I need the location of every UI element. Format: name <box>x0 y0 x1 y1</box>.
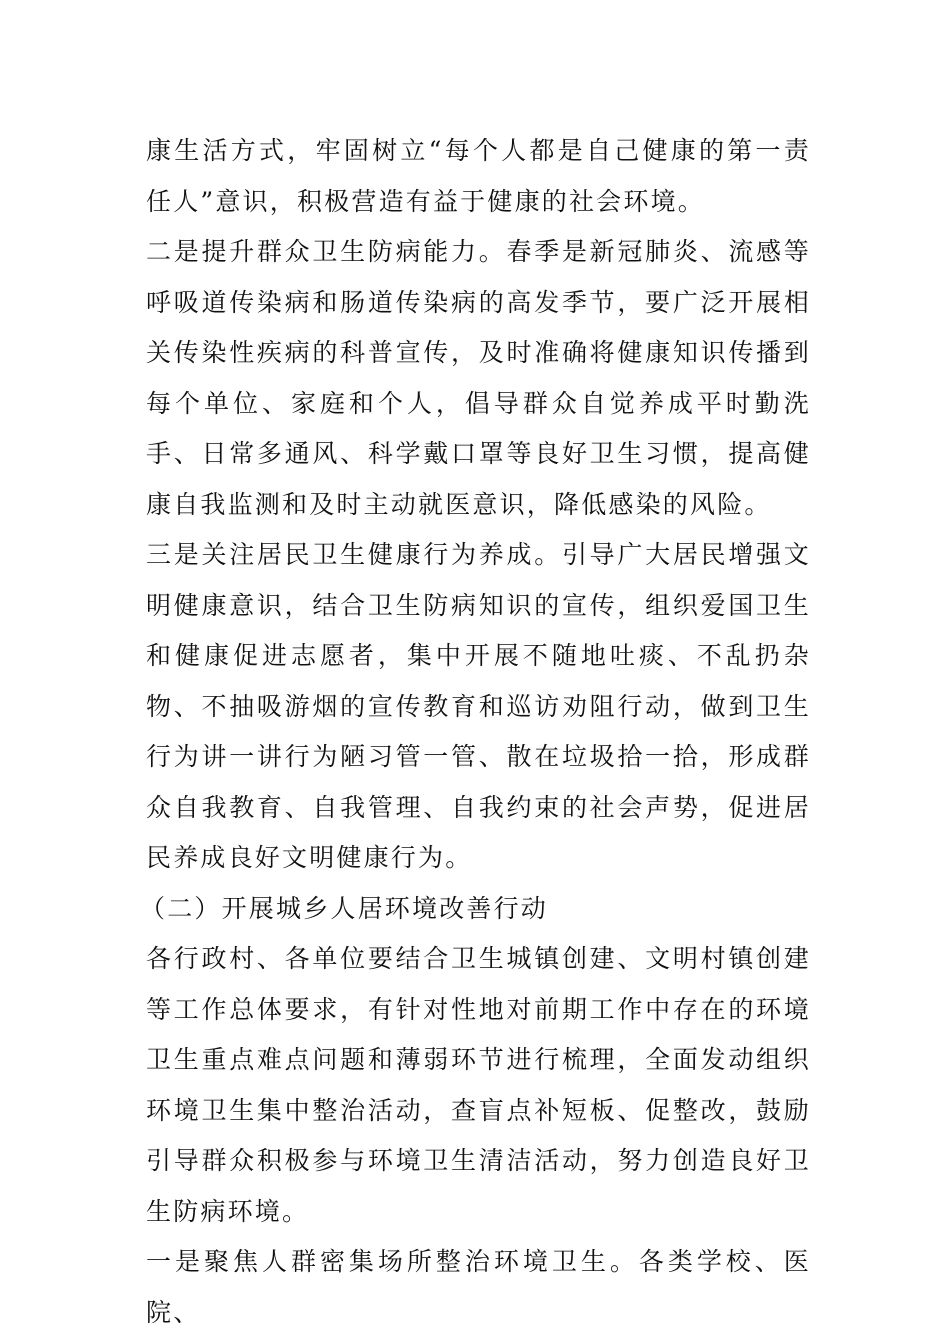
paragraph-crowded-places: 一是聚焦人群密集场所整治环境卫生。各类学校、医院、 <box>146 1247 811 1327</box>
document-body <box>140 126 811 1338</box>
paragraph-environment-improvement: 各行政村、各单位要结合卫生城镇创建、文明村镇创建等工作总体要求，有针对性地对前期工作中存在的环境卫生重点难点问题和薄弱环节进行梳理，全面发动组织环境卫生集中整治活动，查盲点补短板、促整改，鼓励引导群众积极参与环境卫生清洁活动，努力创造良好卫生防病环境。 <box>146 944 811 1226</box>
section-heading-living-environment: （二）开展城乡人居环境改善行动 <box>140 893 549 923</box>
paragraph-disease-prevention: 二是提升群众卫生防病能力。春季是新冠肺炎、流感等呼吸道传染病和肠道传染病的高发季节，要广泛开展相关传染性疾病的科普宣传，及时准确将健康知识传播到每个单位、家庭和个人，倡导群众自觉养成平时勤洗手、日常多通风、科学戴口罩等良好卫生习惯，提高健康自我监测和及时主动就医意识，降低感染的风险。 <box>146 237 811 519</box>
paragraph-health-lifestyle: 康生活方式，牢固树立“每个人都是自己健康的第一责任人”意识，积极营造有益于健康的社会环境。 <box>146 136 811 216</box>
paragraph-health-behavior: 三是关注居民卫生健康行为养成。引导广大居民增强文明健康意识，结合卫生防病知识的宣传，组织爱国卫生和健康促进志愿者，集中开展不随地吐痰、不乱扔杂物、不抽吸游烟的宣传教育和巡访劝阻行动，做到卫生行为讲一讲行为陋习管一管、散在垃圾拾一拾，形成群众自我教育、自我管理、自我约束的社会声势，促进居民养成良好文明健康行为。 <box>146 540 811 872</box>
